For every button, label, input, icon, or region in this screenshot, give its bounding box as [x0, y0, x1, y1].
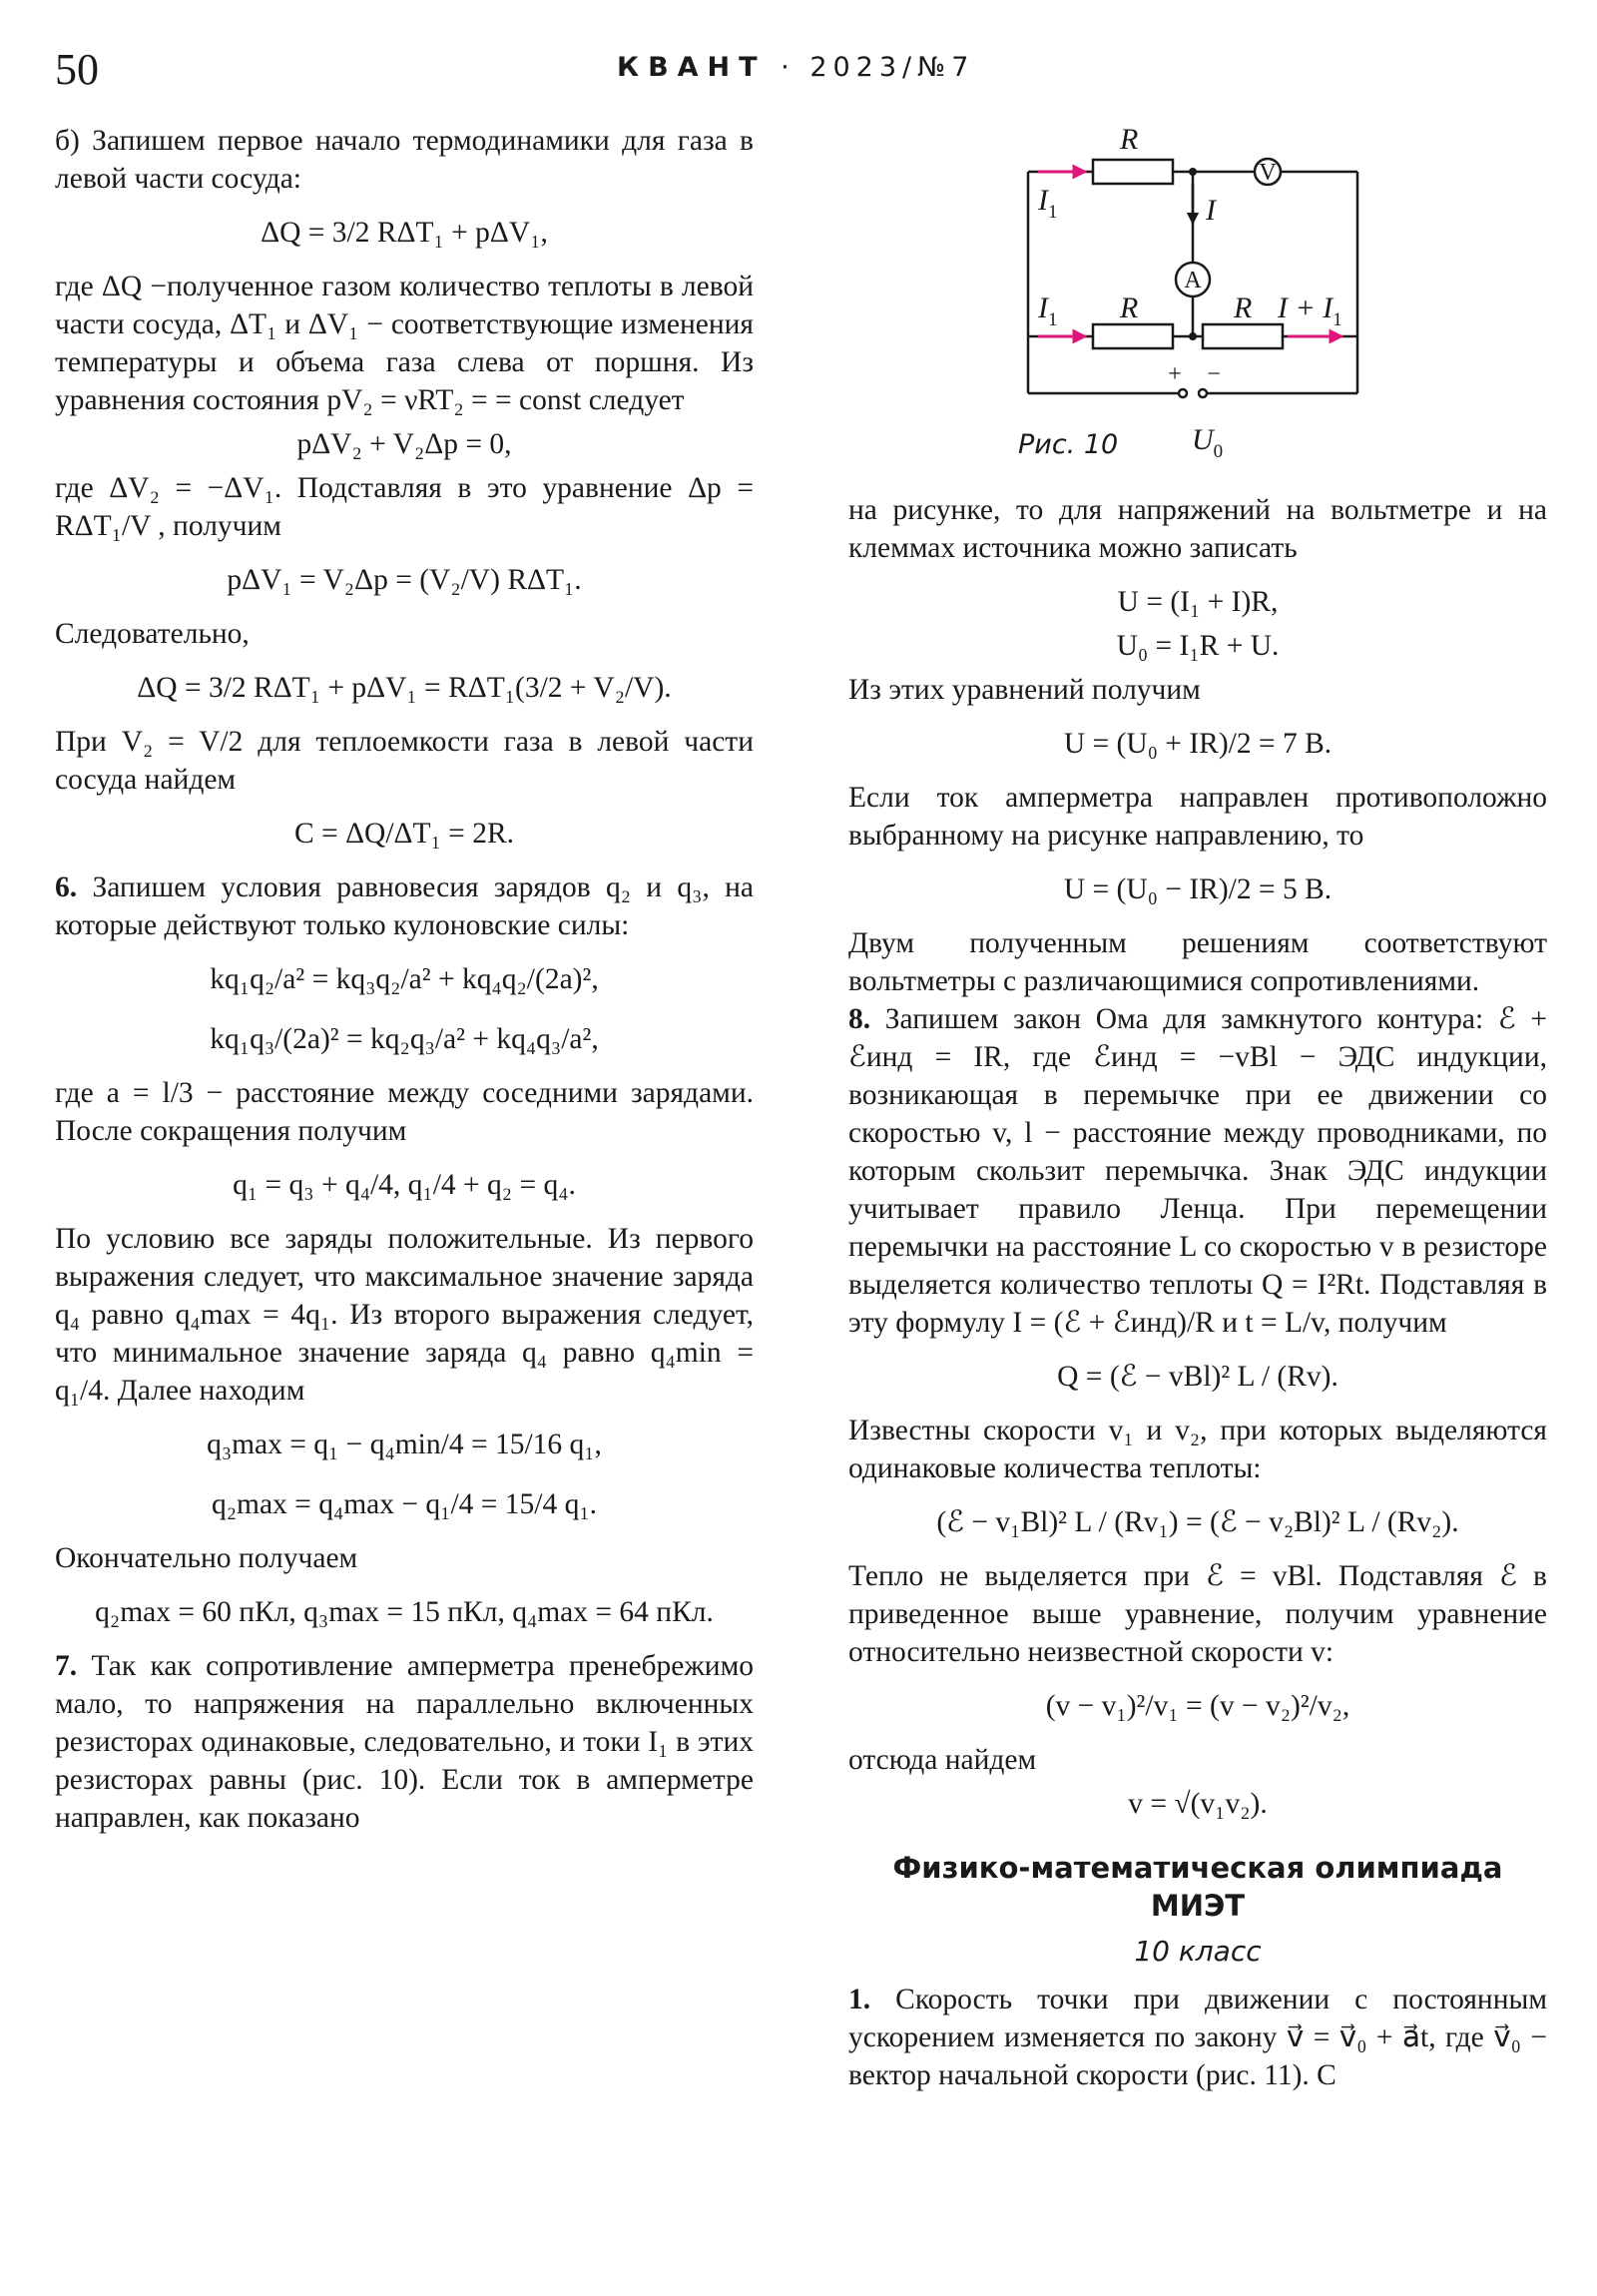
label-minus: −: [1207, 361, 1221, 387]
paragraph: где ΔQ −полученное газом количество теплоты в левой части сосуда, ΔT₁ и ΔV₁ − соответствующие изменения температуры и объема газа слева от поршня. Из уравнения состояния pV₂ = νRT₂ = = const следует: [55, 271, 754, 416]
label-R: R: [1120, 291, 1139, 324]
equation: kq₁q₃/(2a)² = kq₂q₃/a² + kq₄q₃/a²,: [210, 1023, 599, 1055]
paragraph: Тепло не выделяется при ℰ = vBl. Подставляя ℰ в приведенное выше уравнение, получим уравнение относительно неизвестной скорости v:: [848, 1560, 1547, 1668]
problem-6: [55, 868, 754, 944]
equation: kq₁q₂/a² = kq₃q₂/a² + kq₄q₂/(2a)²,: [210, 963, 599, 995]
equation: (v − v₁)²/v₁ = (v − v₂)²/v₂,: [1045, 1690, 1350, 1722]
problem-number: 7.: [55, 1650, 78, 1682]
paragraph: Из этих уравнений получим: [848, 674, 1201, 706]
paragraph: Так как сопротивление амперметра пренебрежимо мало, то напряжения на параллельно включенных резисторах одинаковые, следовательно, и токи I₁ в этих резисторах равны (рис. 10). Если ток в амперметре направлен, как показано: [55, 1650, 754, 1834]
label-I: I: [1206, 194, 1216, 227]
problem-number: 8.: [848, 1003, 871, 1035]
problem-1: [848, 1981, 1547, 2094]
node: [1189, 332, 1197, 340]
label-I1: $I_1$: [1038, 184, 1058, 223]
equation: q₁ = q₃ + q₄/4, q₁/4 + q₂ = q₄.: [233, 1169, 576, 1201]
journal-issue: · 2023/№7: [781, 52, 975, 83]
problem-number: 6.: [55, 871, 78, 903]
resistor-bottom-right: [1203, 324, 1283, 348]
paragraph: где ΔV₂ = −ΔV₁. Подставляя в это уравнение Δp = RΔT₁/V , получим: [55, 472, 754, 542]
paragraph: Если ток амперметра направлен противоположно выбранному на рисунке направлению, то: [848, 782, 1547, 852]
equation: C = ΔQ/ΔT₁ = 2R.: [294, 818, 514, 850]
grade-label: 10 класс: [1134, 1935, 1262, 1968]
equation: v = √(v₁v₂).: [1128, 1788, 1268, 1820]
paragraph: Окончательно получаем: [55, 1542, 358, 1574]
right-column: [848, 112, 1547, 2094]
equation: (ℰ − v₁Bl)² L / (Rv₁) = (ℰ − v₂Bl)² L / (Rv₂).: [936, 1506, 1459, 1538]
equation: U = (U₀ − IR)/2 = 5 В.: [1063, 873, 1332, 905]
equation: q₃max = q₁ − q₄min/4 = 15/16 q₁,: [207, 1429, 602, 1460]
resistor-top: [1093, 160, 1173, 184]
journal-title: [617, 52, 974, 83]
label-U0: $U_0$: [1192, 423, 1224, 462]
paragraph: При V₂ = V/2 для теплоемкости газа в левой части сосуда найдем: [55, 726, 754, 796]
equation: U₀ = I₁R + U.: [1116, 630, 1280, 662]
journal-name: КВАНТ: [617, 52, 767, 83]
figure-caption: Рис. 10: [1018, 429, 1119, 460]
paragraph: б) Запишем первое начало термодинамики для газа в левой части сосуда:: [55, 125, 754, 195]
label-I1: $I_1$: [1038, 291, 1058, 330]
equation: q₂max = 60 пКл, q₃max = 15 пКл, q₄max = 64 пКл.: [95, 1596, 714, 1628]
paragraph: По условию все заряды положительные. Из первого выражения следует, что максимальное значение заряда q₄ равно q₄max = 4q₁. Из второго выражения следует, что минимальное значение заряда q₄ равно q₄min = q₁/4. Далее находим: [55, 1223, 754, 1407]
label-A: A: [1184, 268, 1202, 293]
paragraph: Двум полученным решениям соответствуют вольтметры с различающимися сопротивлениями.: [848, 927, 1547, 997]
equation: ΔQ = 3/2 RΔT₁ + pΔV₁ = RΔT₁(3/2 + V₂/V).: [137, 672, 672, 704]
paragraph: где a = l/3 − расстояние между соседними зарядами. После сокращения получим: [55, 1077, 754, 1147]
paragraph: Известны скорости v₁ и v₂, при которых выделяются одинаковые количества теплоты:: [848, 1415, 1547, 1484]
equation: pΔV₁ = V₂Δp = (V₂/V) RΔT₁.: [227, 564, 582, 596]
label-plus: +: [1168, 361, 1182, 387]
equation: ΔQ = 3/2 RΔT₁ + pΔV₁,: [261, 217, 548, 249]
terminal-minus: [1199, 389, 1207, 397]
equation: pΔV₂ + V₂Δp = 0,: [296, 428, 512, 460]
label-R: R: [1120, 123, 1139, 156]
circuit-figure: [848, 112, 1547, 491]
equation: U = (U₀ + IR)/2 = 7 В.: [1063, 728, 1332, 760]
paragraph: Скорость точки при движении с постоянным ускорением изменяется по закону v⃗ = v⃗₀ + a⃗t, где v⃗₀ − вектор начальной скорости (рис. 11). С: [848, 1984, 1547, 2091]
paragraph: отсюда найдем: [848, 1744, 1037, 1776]
label-V: V: [1259, 160, 1277, 186]
equation: U = (I₁ + I)R,: [1117, 586, 1279, 618]
equation: Q = (ℰ − vBl)² L / (Rv).: [1057, 1361, 1338, 1393]
problem-8: [848, 1000, 1547, 1342]
resistor-bottom-left: [1093, 324, 1173, 348]
label-I-plus-I1: $I + I_1$: [1278, 291, 1342, 330]
paragraph: Запишем условия равновесия зарядов q₂ и q₃, на которые действуют только кулоновские силы:: [55, 871, 755, 941]
problem-number: 1.: [848, 1984, 871, 2015]
left-column: [55, 122, 754, 1837]
terminal-plus: [1179, 389, 1187, 397]
paragraph: Запишем закон Ома для замкнутого контура: ℰ + ℰинд = IR, где ℰинд = −vBl − ЭДС индукции, возникающая в перемычке при ее движении со скоростью v, l − расстояние между проводниками, по которым скользит перемычка. Знак ЭДС индукции учитывает правило Ленца. При перемещении перемычки на расстояние L со скоростью v в резисторе выделяется количество теплоты Q = I²Rt. Подставляя в эту формулу I = (ℰ + ℰинд)/R и t = L/v, получим: [848, 1003, 1547, 1339]
section-title: Физико-математическая олимпиада МИЭТ: [892, 1851, 1503, 1923]
paragraph: Следовательно,: [55, 618, 250, 650]
label-R: R: [1234, 291, 1253, 324]
page-number: 50: [55, 45, 99, 94]
paragraph: на рисунке, то для напряжений на вольтметре и на клеммах источника можно записать: [848, 494, 1547, 564]
circuit-diagram: [848, 112, 1547, 491]
equation: q₂max = q₄max − q₁/4 = 15/4 q₁.: [211, 1488, 598, 1520]
problem-7: [55, 1647, 754, 1837]
page-header: [0, 44, 1597, 104]
node: [1189, 168, 1197, 176]
